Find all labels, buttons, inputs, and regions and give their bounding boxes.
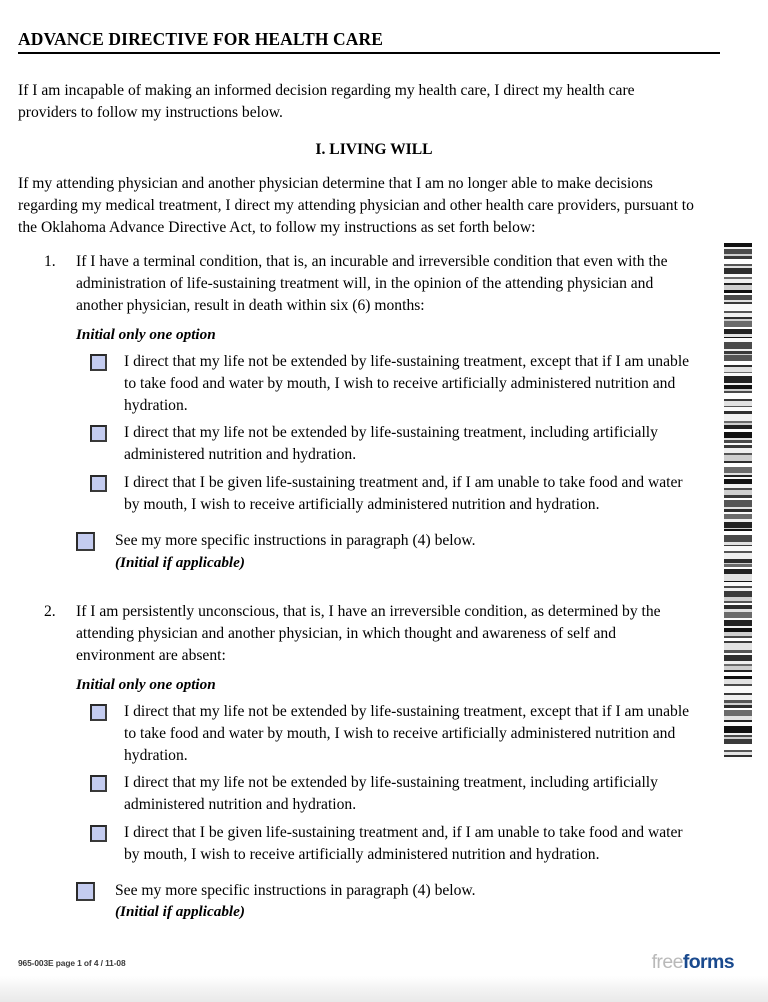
item-2-initial-note: Initial only one option bbox=[76, 676, 216, 694]
item-2-specific-instructions-row[interactable] bbox=[76, 880, 720, 923]
barcode-bar bbox=[724, 455, 752, 462]
section-heading-living-will: I. LIVING WILL bbox=[315, 140, 433, 158]
item-1-body bbox=[18, 251, 720, 573]
item-2-option-1-label: I direct that my life not be extended by life-sustaining treatment, except that if I am unable to take food and water by mouth, I wish to receive artificially administered nutrition and hydration. bbox=[124, 702, 690, 764]
barcode-bar bbox=[724, 414, 752, 421]
item-2-options bbox=[76, 701, 720, 866]
item-2-option-row-1[interactable] bbox=[76, 701, 720, 766]
item-2-body bbox=[18, 601, 720, 923]
item-1-specific-label: See my more specific instructions in paragraph (4) below. bbox=[115, 531, 476, 549]
barcode-bar bbox=[724, 726, 752, 733]
barcode-bar bbox=[724, 268, 752, 275]
item-2-option-3-label: I direct that I be given life-sustaining treatment and, if I am unable to take food and water by mouth, I wish to receive artificially administered nutrition and hydration. bbox=[124, 824, 683, 863]
item-1-option-row-2[interactable] bbox=[76, 422, 720, 466]
checkbox-icon[interactable] bbox=[76, 882, 95, 901]
numbered-item-1 bbox=[18, 251, 720, 573]
barcode-bar bbox=[724, 612, 752, 619]
item-1-number: 1. bbox=[44, 252, 56, 270]
item-1-options bbox=[76, 351, 720, 516]
page-bottom-shadow bbox=[0, 976, 768, 1002]
checkbox-icon[interactable] bbox=[90, 775, 107, 792]
item-1-option-row-1[interactable] bbox=[76, 351, 720, 416]
item-2-option-2-label: I direct that my life not be extended by life-sustaining treatment, including artificially administered nutrition and hydration. bbox=[124, 774, 658, 814]
checkbox-icon[interactable] bbox=[90, 704, 107, 721]
barcode-bar bbox=[724, 643, 752, 650]
item-2-specific-sublabel: (Initial if applicable) bbox=[115, 903, 245, 921]
barcode-bar bbox=[724, 304, 752, 311]
item-1-option-3-label: I direct that I be given life-sustaining treatment and, if I am unable to take food and water by mouth, I wish to receive artificially administered nutrition and hydration. bbox=[124, 474, 683, 513]
checkbox-icon[interactable] bbox=[90, 425, 107, 442]
barcode-bar bbox=[724, 500, 752, 507]
item-2-option-row-3[interactable] bbox=[76, 822, 720, 866]
checkbox-icon[interactable] bbox=[76, 532, 95, 551]
barcode-bar bbox=[724, 686, 752, 693]
barcode-bar bbox=[724, 757, 752, 760]
living-will-intro-paragraph: If my attending physician and another physician determine that I am no longer able to make decisions regarding my medical treatment, I direct my attending physician and other health care providers, pursuant to the Oklahoma Advance Directive Act, to follow my instructions as set forth below: bbox=[18, 174, 694, 236]
item-2-number: 2. bbox=[44, 602, 56, 620]
checkbox-icon[interactable] bbox=[90, 825, 107, 842]
checkbox-icon[interactable] bbox=[90, 354, 107, 371]
item-1-specific-instructions-row[interactable] bbox=[76, 530, 720, 573]
barcode-bar bbox=[724, 376, 752, 383]
item-2-option-row-2[interactable] bbox=[76, 772, 720, 816]
page-footer bbox=[18, 951, 734, 974]
item-1-option-1-label: I direct that my life not be extended by life-sustaining treatment, except that if I am unable to take food and water by mouth, I wish to receive artificially administered nutrition and hydration. bbox=[124, 352, 690, 414]
barcode-bar bbox=[724, 342, 752, 349]
item-1-text: If I have a terminal condition, that is, an incurable and irreversible condition that even with the administration of life-sustaining treatment will, in the opinion of the attending physician and another physician, result in death within six (6) months: bbox=[76, 252, 668, 315]
item-2-text: If I am persistently unconscious, that is, I have an irreversible condition, as determined by the attending physician and another physician, in which thought and awareness of self and environment are absent: bbox=[76, 602, 661, 665]
item-2-specific-label: See my more specific instructions in paragraph (4) below. bbox=[115, 881, 476, 899]
logo-text-free: free bbox=[651, 951, 683, 973]
logo-text-forms: forms bbox=[682, 951, 734, 973]
item-1-option-2-label: I direct that my life not be extended by life-sustaining treatment, including artificially administered nutrition and hydration. bbox=[124, 424, 658, 464]
barcode-bar bbox=[724, 535, 752, 542]
checkbox-icon[interactable] bbox=[90, 475, 107, 492]
item-1-initial-note: Initial only one option bbox=[76, 326, 216, 344]
item-1-specific-sublabel: (Initial if applicable) bbox=[115, 553, 245, 571]
barcode-bar bbox=[724, 574, 752, 581]
intro-paragraph: If I am incapable of making an informed decision regarding my health care, I direct my health care providers to follow my instructions below. bbox=[18, 82, 635, 122]
vertical-barcode bbox=[724, 243, 752, 761]
document-content bbox=[18, 30, 720, 943]
numbered-item-2 bbox=[18, 601, 720, 923]
freeforms-logo bbox=[652, 951, 734, 974]
footer-form-code: 965-003E page 1 of 4 / 11-08 bbox=[18, 958, 126, 968]
item-1-option-row-3[interactable] bbox=[76, 472, 720, 516]
title-underline-rule bbox=[18, 52, 720, 54]
page-title: ADVANCE DIRECTIVE FOR HEALTH CARE bbox=[18, 29, 384, 49]
